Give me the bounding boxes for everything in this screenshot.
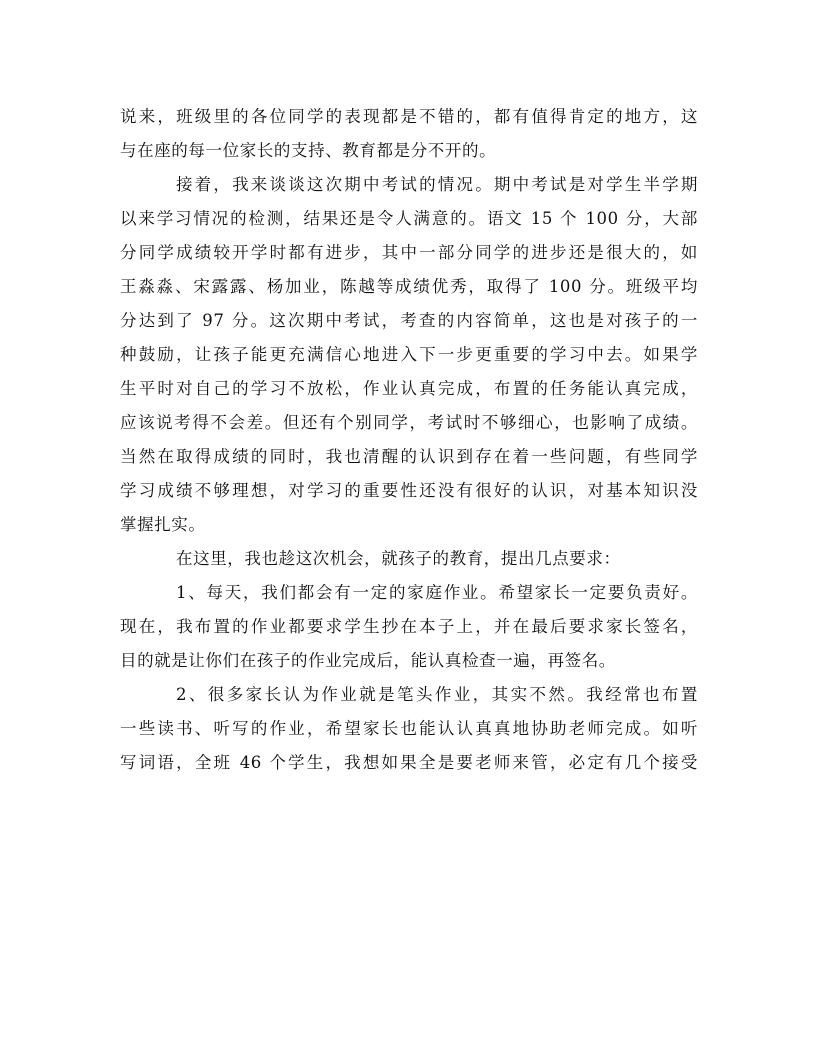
text-line: 写词语，全班 46 个学生，我想如果全是要老师来管，必定有几个接受 — [120, 753, 698, 772]
text-line: 学习成绩不够理想，对学习的重要性还没有很好的认识，对基本知识没 — [120, 481, 698, 500]
text-line: 应该说考得不会差。但还有个别同学，考试时不够细心，也影响了成绩。 — [120, 413, 698, 432]
text-line: 生平时对自己的学习不放松，作业认真完成，布置的任务能认真完成， — [120, 379, 698, 398]
text-line: 分同学成绩较开学时都有进步，其中一部分同学的进步还是很大的，如 — [120, 243, 698, 262]
text-line: 以来学习情况的检测，结果还是令人满意的。语文 15 个 100 分，大部 — [120, 209, 698, 228]
text-line: 2、很多家长认为作业就是笔头作业，其实不然。我经常也布置 — [176, 685, 698, 704]
text-line: 当然在取得成绩的同时，我也清醒的认识到存在着一些问题，有些同学 — [120, 447, 698, 466]
text-line: 目的就是让你们在孩子的作业完成后，能认真检查一遍，再签名。 — [120, 651, 616, 670]
text-line: 1、每天，我们都会有一定的家庭作业。希望家长一定要负责好。 — [176, 583, 698, 602]
document-page — [120, 100, 698, 780]
text-line: 掌握扎实。 — [120, 515, 206, 534]
text-line: 现在，我布置的作业都要求学生抄在本子上，并在最后要求家长签名， — [120, 617, 698, 636]
text-line: 一些读书、听写的作业，希望家长也能认认真真地协助老师完成。如听 — [120, 719, 698, 738]
text-line: 说来，班级里的各位同学的表现都是不错的，都有值得肯定的地方，这 — [120, 107, 698, 126]
text-line: 分达到了 97 分。这次期中考试，考查的内容简单，这也是对孩子的一 — [120, 311, 698, 330]
text-line: 与在座的每一位家长的支持、教育都是分不开的。 — [120, 141, 497, 160]
text-line: 在这里，我也趁这次机会，就孩子的教育，提出几点要求： — [176, 549, 621, 568]
text-line: 接着，我来谈谈这次期中考试的情况。期中考试是对学生半学期 — [176, 175, 698, 194]
text-line: 王淼淼、宋露露、杨加业，陈越等成绩优秀，取得了 100 分。班级平均 — [120, 277, 698, 296]
text-line: 种鼓励，让孩子能更充满信心地进入下一步更重要的学习中去。如果学 — [120, 345, 698, 364]
